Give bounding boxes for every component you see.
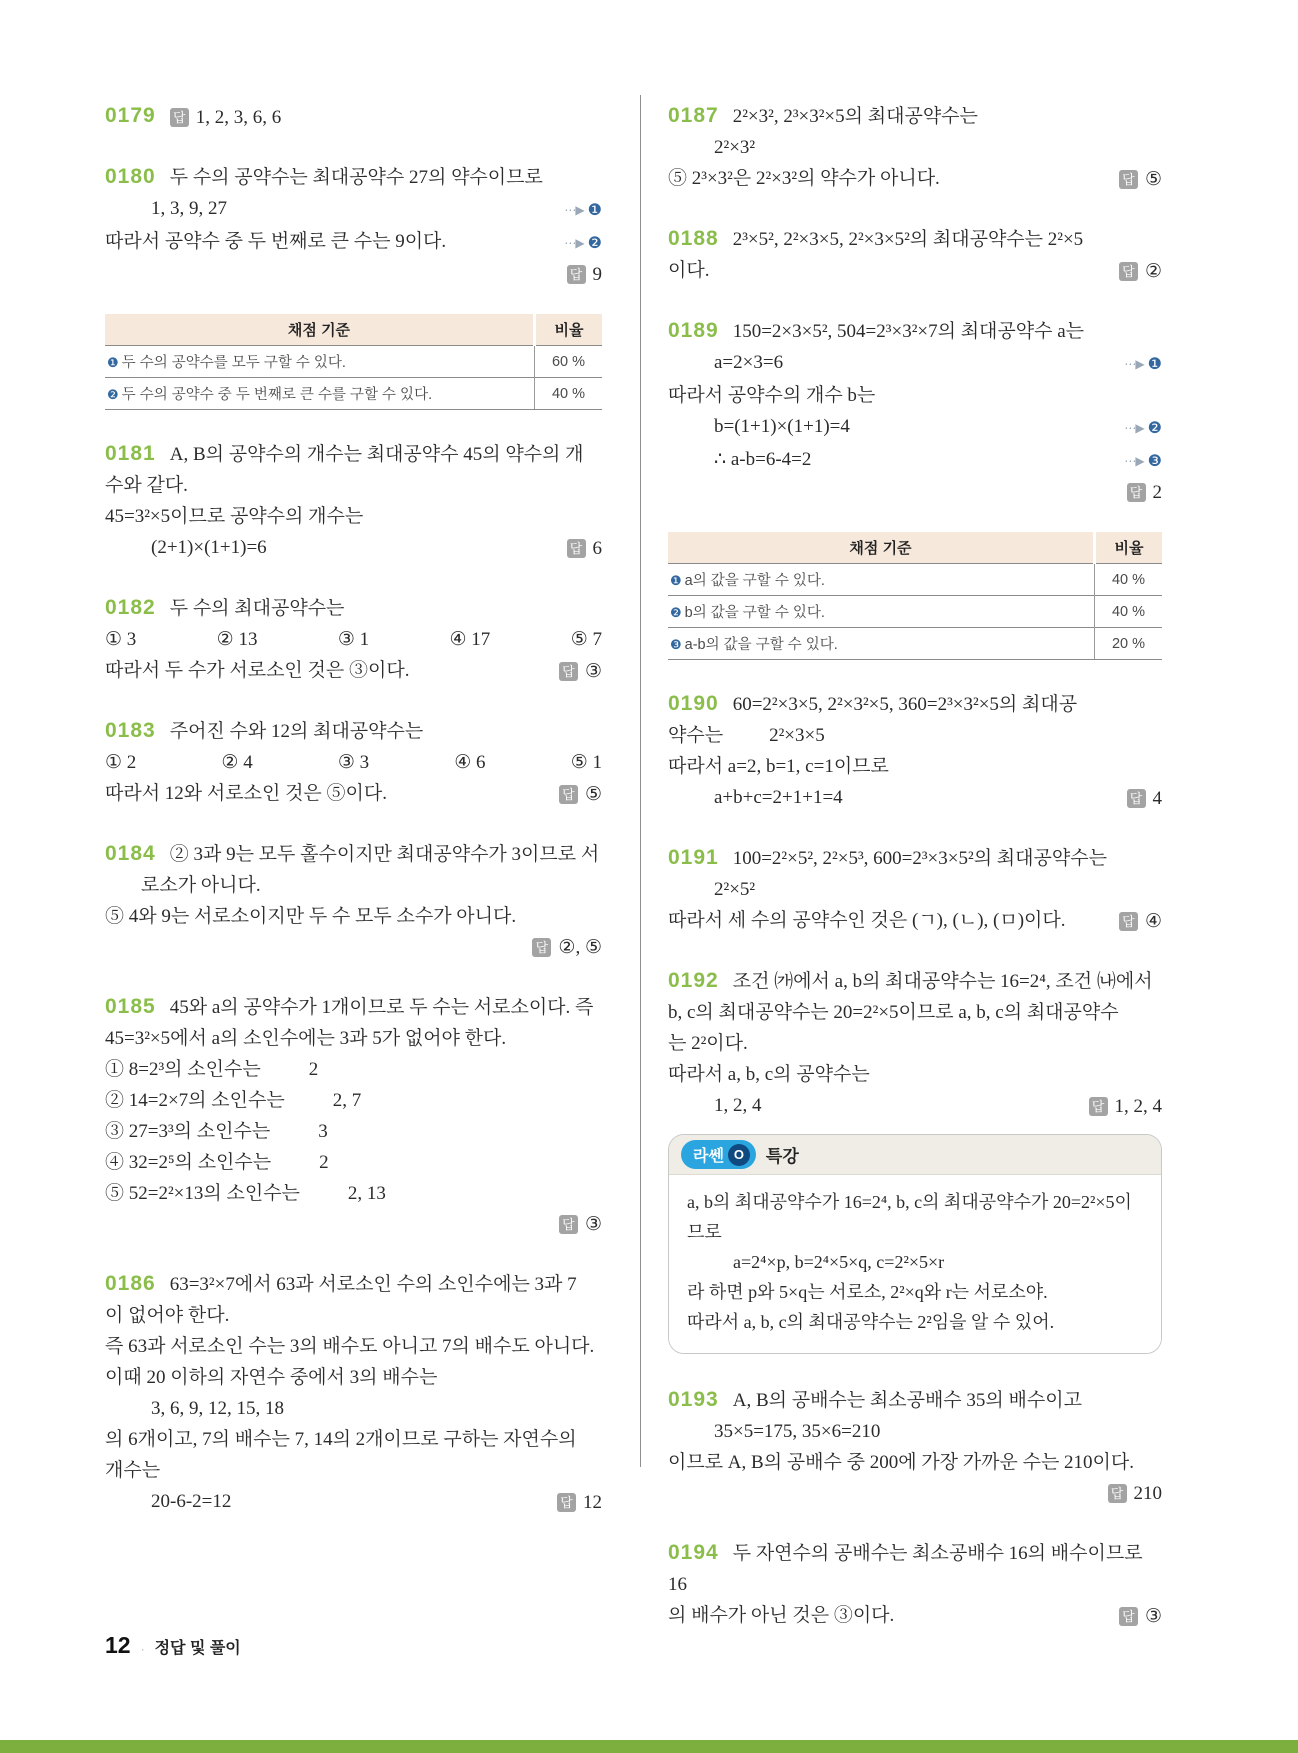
step-number: ❶ xyxy=(107,355,119,370)
table-row xyxy=(668,628,1162,660)
step-number: ❷ xyxy=(107,387,119,402)
footer-separator: · xyxy=(140,1642,145,1656)
problem-0190 xyxy=(668,688,1162,814)
lassen-logo-o-icon: O xyxy=(728,1144,750,1166)
answer-value: ② xyxy=(1144,261,1162,282)
problem-number: 0190 xyxy=(668,692,719,715)
step-marker xyxy=(1124,413,1162,444)
equation: 35×5=175, 35×6=210 xyxy=(714,1421,881,1442)
solution-text: 개수는 xyxy=(105,1460,161,1481)
option-value: 2, 7 xyxy=(332,1090,362,1111)
solution-text: 따라서 12와 서로소인 것은 ⑤이다. xyxy=(105,783,387,804)
step-number: ❷ xyxy=(587,235,602,252)
problem-number: 0194 xyxy=(668,1541,719,1564)
step-number: ❶ xyxy=(587,202,602,219)
solution-text: 이때 20 이하의 자연수 중에서 3의 배수는 xyxy=(105,1367,438,1388)
solution-text: 따라서 a=2, b=1, c=1이므로 xyxy=(668,756,889,777)
step-arrow-icon: ⋯▶ xyxy=(564,236,584,250)
problem-number: 0185 xyxy=(105,995,156,1018)
table-row xyxy=(668,564,1162,596)
solution-text: 따라서 a, b, c의 공약수는 xyxy=(668,1064,870,1085)
equation: a=2×3=6 xyxy=(714,352,784,373)
table-row xyxy=(105,378,602,410)
answer xyxy=(1127,783,1163,814)
scoring-ratio-header: 비율 xyxy=(1095,532,1163,564)
solution-text: 따라서 공약수의 개수 b는 xyxy=(668,385,876,406)
answer xyxy=(559,656,602,687)
step-marker xyxy=(564,195,602,226)
solution-text: 두 자연수의 공배수는 최소공배수 16의 배수이므로 16 xyxy=(668,1543,1143,1595)
criterion-text: a의 값을 구할 수 있다. xyxy=(684,573,825,589)
problem-number: 0182 xyxy=(105,596,156,619)
lecture-box xyxy=(668,1134,1162,1354)
option: ⑤ 1 xyxy=(570,752,602,773)
solution-text: b, c의 최대공약수는 20=2²×5이므로 a, b, c의 최대공약수 xyxy=(668,1002,1119,1023)
option-text: ② 14=2×7의 소인수는 xyxy=(105,1090,285,1111)
problem-number: 0187 xyxy=(668,104,719,127)
option: ④ 17 xyxy=(449,629,491,650)
answer xyxy=(559,779,602,810)
column-divider xyxy=(640,95,641,1467)
step-number: ❸ xyxy=(1147,453,1162,470)
criterion-pct: 40 % xyxy=(535,378,603,410)
problem-0191 xyxy=(668,842,1162,937)
problem-0179 xyxy=(105,100,602,133)
answer-value: 9 xyxy=(592,264,602,285)
criterion-pct: 40 % xyxy=(1095,564,1163,596)
step-number: ❷ xyxy=(1147,420,1162,437)
equation: ∴ a-b=6-4=2 xyxy=(714,449,812,470)
answer-value: ③ xyxy=(584,661,602,682)
answer xyxy=(1119,1601,1162,1632)
solution-text: 두 수의 최대공약수는 xyxy=(169,598,345,619)
answer xyxy=(559,1209,602,1240)
step-marker xyxy=(1124,446,1162,477)
solution-text: 의 배수가 아닌 것은 ③이다. xyxy=(668,1605,895,1626)
answer-value: ②, ⑤ xyxy=(558,937,602,958)
solution-text: 60=2²×3×5, 2²×3²×5, 360=2³×3²×5의 최대공 xyxy=(732,694,1078,715)
solution-text: 조건 ㈎에서 a, b의 최대공약수는 16=2⁴, 조건 ㈏에서 xyxy=(732,971,1153,992)
solution-text: 2³×5², 2²×3×5, 2²×3×5²의 최대공약수는 2²×5 xyxy=(732,229,1084,250)
solution-text: 100=2²×5², 2²×5³, 600=2³×3×5²의 최대공약수는 xyxy=(732,848,1107,869)
bottom-green-bar xyxy=(0,1740,1298,1753)
solution-text: 이 없어야 한다. xyxy=(105,1305,230,1326)
option: ① 3 xyxy=(105,629,137,650)
solution-text: 두 수의 공약수는 최대공약수 27의 약수이므로 xyxy=(169,167,543,188)
lecture-header xyxy=(669,1135,1161,1175)
solution-text: ② 3과 9는 모두 홀수이지만 최대공약수가 3이므로 서 xyxy=(169,844,600,865)
answer-badge: 답 xyxy=(1119,912,1138,931)
scoring-header: 채점 기준 xyxy=(105,314,535,346)
solution-text: ⑤ 2³×3²은 2²×3²의 약수가 아니다. xyxy=(668,168,940,189)
step-arrow-icon: ⋯▶ xyxy=(564,203,584,217)
scoring-table xyxy=(105,314,602,410)
criterion-text: 두 수의 공약수를 모두 구할 수 있다. xyxy=(121,355,346,371)
answer-badge: 답 xyxy=(1127,789,1146,808)
problem-0185 xyxy=(105,991,602,1240)
option: ③ 1 xyxy=(337,629,370,650)
answer xyxy=(1119,906,1162,937)
problem-0182 xyxy=(105,592,602,687)
solution-text: 의 6개이고, 7의 배수는 7, 14의 2개이므로 구하는 자연수의 xyxy=(105,1429,577,1450)
answer xyxy=(1119,256,1162,287)
problem-number: 0184 xyxy=(105,842,156,865)
option-text: ① 8=2³의 소인수는 xyxy=(105,1059,261,1080)
answer-value: 4 xyxy=(1152,788,1162,809)
answer-badge: 답 xyxy=(1127,483,1146,502)
option-value: 2 xyxy=(308,1059,319,1080)
problem-number: 0193 xyxy=(668,1388,719,1411)
solution-text: 따라서 공약수 중 두 번째로 큰 수는 9이다. xyxy=(105,231,447,252)
answer-value: 1, 2, 4 xyxy=(1114,1096,1162,1117)
answer xyxy=(1119,164,1162,195)
problem-0187 xyxy=(668,100,1162,195)
option-text: ⑤ 52=2²×13의 소인수는 xyxy=(105,1183,300,1204)
answer-value: 6 xyxy=(592,538,602,559)
lassen-logo-text: 라쎈 xyxy=(693,1148,724,1165)
answer-badge: 답 xyxy=(1119,170,1138,189)
problem-number: 0186 xyxy=(105,1272,156,1295)
solution-text: 주어진 수와 12의 최대공약수는 xyxy=(169,721,424,742)
solution-text: A, B의 공약수의 개수는 최대공약수 45의 약수의 개 xyxy=(169,444,584,465)
option: ② 4 xyxy=(221,752,253,773)
step-number: ❶ xyxy=(670,573,682,588)
scoring-header: 채점 기준 xyxy=(668,532,1095,564)
answer xyxy=(1127,477,1163,508)
answer-value: 2 xyxy=(1152,482,1162,503)
answer xyxy=(1108,1478,1163,1509)
option-row xyxy=(105,624,602,655)
problem-0189 xyxy=(668,315,1162,660)
answer-value: 1, 2, 3, 6, 6 xyxy=(195,107,282,128)
solution-text: 63=3²×7에서 63과 서로소인 수의 소인수에는 3과 7 xyxy=(169,1274,577,1295)
equation: 3, 6, 9, 12, 15, 18 xyxy=(151,1398,284,1419)
answer-badge: 답 xyxy=(170,108,189,127)
scoring-ratio-header: 비율 xyxy=(535,314,603,346)
step-marker xyxy=(564,228,602,259)
answer-badge: 답 xyxy=(1089,1097,1108,1116)
lecture-body xyxy=(669,1175,1161,1353)
solution-text: ⑤ 4와 9는 서로소이지만 두 수 모두 소수가 아니다. xyxy=(105,906,517,927)
option-row xyxy=(105,747,602,778)
solution-text: 따라서 세 수의 공약수인 것은 (ㄱ), (ㄴ), (ㅁ)이다. xyxy=(668,910,1066,931)
problem-number: 0192 xyxy=(668,969,719,992)
answer-badge: 답 xyxy=(532,938,551,957)
step-number: ❸ xyxy=(670,637,682,652)
step-marker xyxy=(1124,349,1162,380)
option: ④ 6 xyxy=(454,752,486,773)
step-number: ❶ xyxy=(1147,356,1162,373)
lecture-text: a, b의 최대공약수가 16=2⁴, b, c의 최대공약수가 20=2²×5이 xyxy=(687,1192,1132,1212)
answer-badge: 답 xyxy=(1119,1607,1138,1626)
table-row xyxy=(668,596,1162,628)
problem-0188 xyxy=(668,223,1162,287)
right-column xyxy=(668,100,1162,1660)
answer xyxy=(170,102,282,133)
problem-number: 0179 xyxy=(105,104,156,127)
option-value: 3 xyxy=(318,1121,328,1142)
solution-text: 150=2×3×5², 504=2³×3²×7의 최대공약수 a는 xyxy=(732,321,1085,342)
answer-value: 12 xyxy=(583,1492,602,1513)
step-arrow-icon: ⋯▶ xyxy=(1124,454,1144,468)
problem-number: 0189 xyxy=(668,319,719,342)
answer xyxy=(1089,1091,1163,1122)
criterion-pct: 20 % xyxy=(1095,628,1163,660)
criterion-pct: 40 % xyxy=(1095,596,1163,628)
criterion-pct: 60 % xyxy=(535,346,603,378)
answer-badge: 답 xyxy=(1119,262,1138,281)
answer-value: ⑤ xyxy=(584,784,602,805)
criterion-text: a-b의 값을 구할 수 있다. xyxy=(684,637,838,653)
footer-label: 정답 및 풀이 xyxy=(154,1640,241,1657)
solution-text: 45=3²×5이므로 공약수의 개수는 xyxy=(105,506,364,527)
lecture-text: 라 하면 p와 5×q는 서로소, 2²×q와 r는 서로소야. xyxy=(687,1282,1048,1302)
criterion-text: b의 값을 구할 수 있다. xyxy=(684,605,825,621)
solution-text: 수와 같다. xyxy=(105,475,188,496)
step-arrow-icon: ⋯▶ xyxy=(1124,357,1144,371)
solution-text: 2²×3², 2³×3²×5의 최대공약수는 xyxy=(732,106,978,127)
answer-badge: 답 xyxy=(567,265,586,284)
equation: (2+1)×(1+1)=6 xyxy=(151,537,267,558)
equation: 2²×3×5 xyxy=(769,725,825,746)
option: ② 13 xyxy=(216,629,258,650)
equation: a+b+c=2+1+1=4 xyxy=(714,787,843,808)
solution-text: 는 2²이다. xyxy=(668,1033,748,1054)
equation: b=(1+1)×(1+1)=4 xyxy=(714,416,850,437)
scoring-table xyxy=(668,532,1162,660)
option: ⑤ 7 xyxy=(570,629,602,650)
problem-0194 xyxy=(668,1537,1162,1632)
problem-0183 xyxy=(105,715,602,810)
problem-number: 0188 xyxy=(668,227,719,250)
problem-0192 xyxy=(668,965,1162,1122)
page-number: 12 xyxy=(105,1632,131,1658)
problem-number: 0181 xyxy=(105,442,156,465)
equation: 2²×5² xyxy=(714,879,756,900)
solution-text: 로소가 아니다. xyxy=(141,875,261,896)
option: ① 2 xyxy=(105,752,137,773)
answer xyxy=(557,1487,602,1518)
problem-0193 xyxy=(668,1384,1162,1509)
answer-value: ③ xyxy=(584,1214,602,1235)
answer-value: ③ xyxy=(1144,1606,1162,1627)
lecture-text: 따라서 a, b, c의 최대공약수는 2²임을 알 수 있어. xyxy=(687,1312,1055,1332)
problem-number: 0191 xyxy=(668,846,719,869)
step-number: ❷ xyxy=(670,605,682,620)
problem-number: 0183 xyxy=(105,719,156,742)
option-text: ③ 27=3³의 소인수는 xyxy=(105,1121,271,1142)
problem-number: 0180 xyxy=(105,165,156,188)
solution-text: 약수는 xyxy=(668,725,724,746)
solution-text: 45와 a의 공약수가 1개이므로 두 수는 서로소이다. 즉 xyxy=(169,997,594,1018)
lecture-text: 므로 xyxy=(687,1222,722,1242)
option-value: 2 xyxy=(319,1152,329,1173)
equation: 1, 2, 4 xyxy=(714,1095,762,1116)
answer xyxy=(532,932,602,963)
equation: a=2⁴×p, b=2⁴×5×q, c=2²×5×r xyxy=(733,1252,945,1272)
problem-0186 xyxy=(105,1268,602,1518)
criterion-text: 두 수의 공약수 중 두 번째로 큰 수를 구할 수 있다. xyxy=(121,387,433,403)
solution-text: 이므로 A, B의 공배수 중 200에 가장 가까운 수는 210이다. xyxy=(668,1452,1135,1473)
answer-value: 210 xyxy=(1133,1483,1162,1504)
answer-value: ⑤ xyxy=(1144,169,1162,190)
problem-0184 xyxy=(105,838,602,963)
answer-badge: 답 xyxy=(559,662,578,681)
option-text: ④ 32=2⁵의 소인수는 xyxy=(105,1152,272,1173)
answer-badge: 답 xyxy=(559,785,578,804)
lassen-logo xyxy=(681,1140,756,1169)
page-footer xyxy=(105,1632,241,1659)
solution-text: 따라서 두 수가 서로소인 것은 ③이다. xyxy=(105,660,410,681)
option: ③ 3 xyxy=(337,752,370,773)
problem-0181 xyxy=(105,438,602,564)
problem-0180 xyxy=(105,161,602,410)
answer-badge: 답 xyxy=(1108,1484,1127,1503)
answer xyxy=(567,259,603,290)
solution-text: A, B의 공배수는 최소공배수 35의 배수이고 xyxy=(732,1390,1082,1411)
step-arrow-icon: ⋯▶ xyxy=(1124,421,1144,435)
answer xyxy=(567,533,603,564)
lecture-title: 특강 xyxy=(765,1147,799,1166)
left-column xyxy=(105,100,602,1546)
answer-badge: 답 xyxy=(557,1493,576,1512)
answer-badge: 답 xyxy=(559,1215,578,1234)
solution-text: 즉 63과 서로소인 수는 3의 배수도 아니고 7의 배수도 아니다. xyxy=(105,1336,595,1357)
equation: 1, 3, 9, 27 xyxy=(151,198,227,219)
equation: 2²×3² xyxy=(714,137,756,158)
solution-text: 45=3²×5에서 a의 소인수에는 3과 5가 없어야 한다. xyxy=(105,1028,507,1049)
answer-value: ④ xyxy=(1144,911,1162,932)
equation: 20-6-2=12 xyxy=(151,1491,232,1512)
answer-badge: 답 xyxy=(567,539,586,558)
option-value: 2, 13 xyxy=(347,1183,386,1204)
solution-text: 이다. xyxy=(668,260,710,281)
table-row xyxy=(105,346,602,378)
